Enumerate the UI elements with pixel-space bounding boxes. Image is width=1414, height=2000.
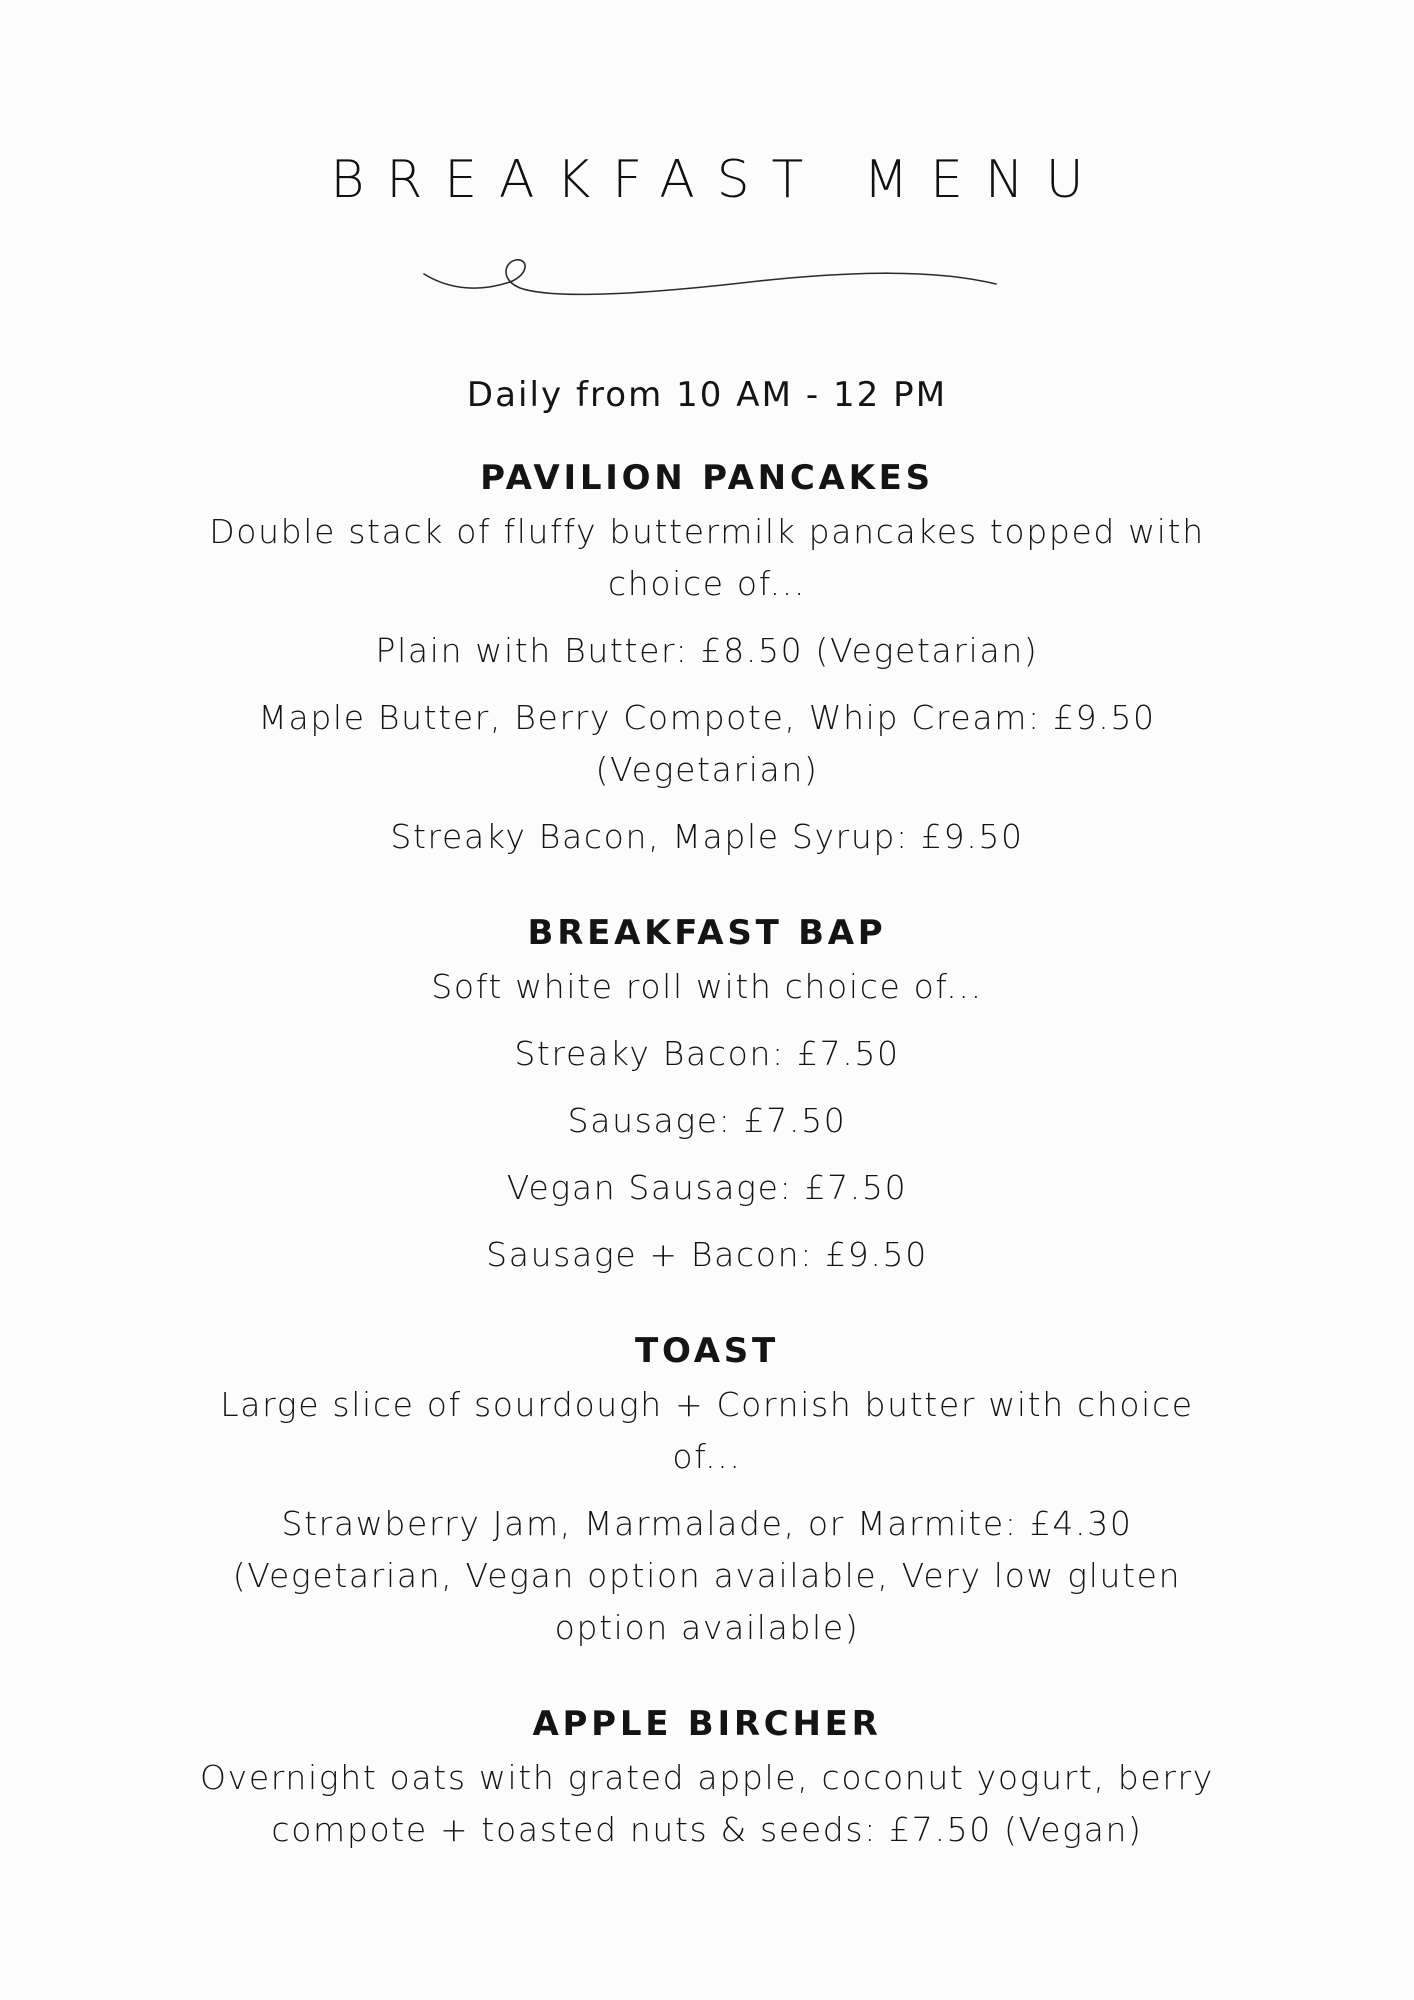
menu-option: Streaky Bacon: £7.50 bbox=[514, 1034, 900, 1073]
section-apple-bircher bbox=[200, 1696, 1214, 1856]
section-description: Overnight oats with grated apple, coconut yogurt, berry compote + toasted nuts & seeds: £7.50 (Vegan) bbox=[200, 1758, 1214, 1849]
section-description: Large slice of sourdough + Cornish butter with choice of... bbox=[220, 1385, 1194, 1476]
flourish-divider bbox=[420, 250, 1000, 310]
section-breakfast-bap bbox=[200, 905, 1214, 1281]
menu-option: Vegan Sausage: £7.50 bbox=[506, 1168, 908, 1207]
section-pavilion-pancakes bbox=[200, 450, 1214, 863]
section-title: PAVILION PANCAKES bbox=[480, 458, 934, 498]
menu-title: BREAKFAST MENU bbox=[330, 150, 1106, 210]
menu-option: Sausage + Bacon: £9.50 bbox=[486, 1235, 928, 1274]
section-description: Soft white roll with choice of... bbox=[431, 967, 983, 1006]
section-toast bbox=[200, 1323, 1214, 1654]
menu-option: Maple Butter, Berry Compote, Whip Cream: £9.50 (Vegetarian) bbox=[258, 698, 1156, 789]
menu-option: Plain with Butter: £8.50 (Vegetarian) bbox=[375, 631, 1039, 670]
section-title: BREAKFAST BAP bbox=[527, 913, 887, 953]
menu-option: Streaky Bacon, Maple Syrup: £9.50 bbox=[390, 817, 1024, 856]
section-description: Double stack of fluffy buttermilk pancakes topped with choice of... bbox=[209, 512, 1205, 603]
menu-option: Sausage: £7.50 bbox=[567, 1101, 847, 1140]
section-title: APPLE BIRCHER bbox=[532, 1704, 882, 1744]
section-title: TOAST bbox=[635, 1331, 779, 1371]
menu-content bbox=[200, 450, 1214, 1898]
service-hours: Daily from 10 AM - 12 PM bbox=[466, 375, 948, 415]
menu-option: Strawberry Jam, Marmalade, or Marmite: £4.30 (Vegetarian, Vegan option available, Very low gluten option available) bbox=[232, 1504, 1182, 1647]
